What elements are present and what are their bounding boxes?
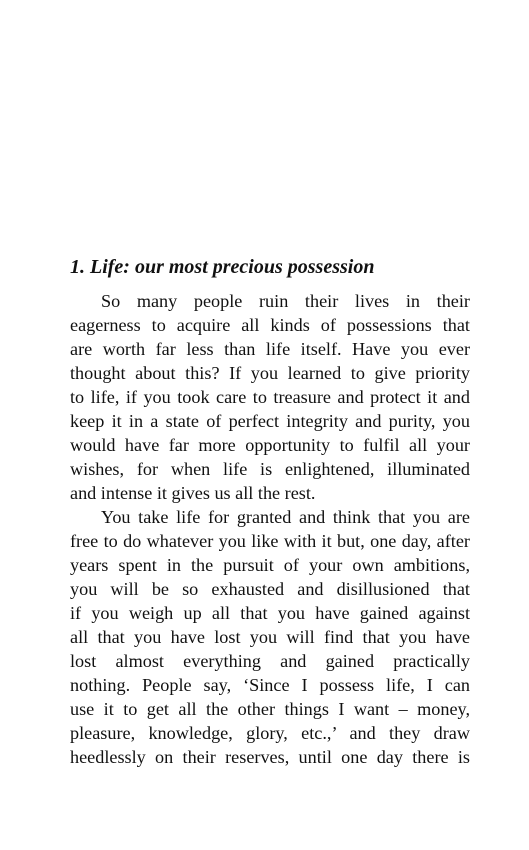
text-line: thought about this? If you learned to give priority bbox=[70, 363, 470, 383]
text-line: heedlessly on their reserves, until one day there is bbox=[70, 747, 470, 767]
text-line: use it to get all the other things I want – money, bbox=[70, 699, 470, 719]
text-line: to life, if you took care to treasure and protect it and bbox=[70, 387, 470, 407]
text-line: You take life for granted and think that you are bbox=[101, 507, 470, 527]
text-line: nothing. People say, ‘Since I possess life, I can bbox=[70, 675, 470, 695]
text-line: you will be so exhausted and disillusioned that bbox=[70, 579, 470, 599]
text-line: years spent in the pursuit of your own ambitions, bbox=[70, 555, 470, 575]
text-line: pleasure, knowledge, glory, etc.,’ and they draw bbox=[70, 723, 470, 743]
section-heading: 1. Life: our most precious possession bbox=[70, 256, 375, 278]
text-line: wishes, for when life is enlightened, illuminated bbox=[70, 459, 470, 479]
text-line: all that you have lost you will find that you have bbox=[70, 627, 470, 647]
text-line: So many people ruin their lives in their bbox=[101, 291, 470, 311]
text-line: are worth far less than life itself. Have you ever bbox=[70, 339, 470, 359]
text-line: keep it in a state of perfect integrity and purity, you bbox=[70, 411, 470, 431]
text-line: and intense it gives us all the rest. bbox=[70, 483, 316, 503]
text-line: free to do whatever you like with it but, one day, after bbox=[70, 531, 470, 551]
text-line: lost almost everything and gained practically bbox=[70, 651, 470, 671]
text-line: would have far more opportunity to fulfil all your bbox=[70, 435, 470, 455]
text-line: eagerness to acquire all kinds of possessions that bbox=[70, 315, 470, 335]
text-line: if you weigh up all that you have gained against bbox=[70, 603, 470, 623]
